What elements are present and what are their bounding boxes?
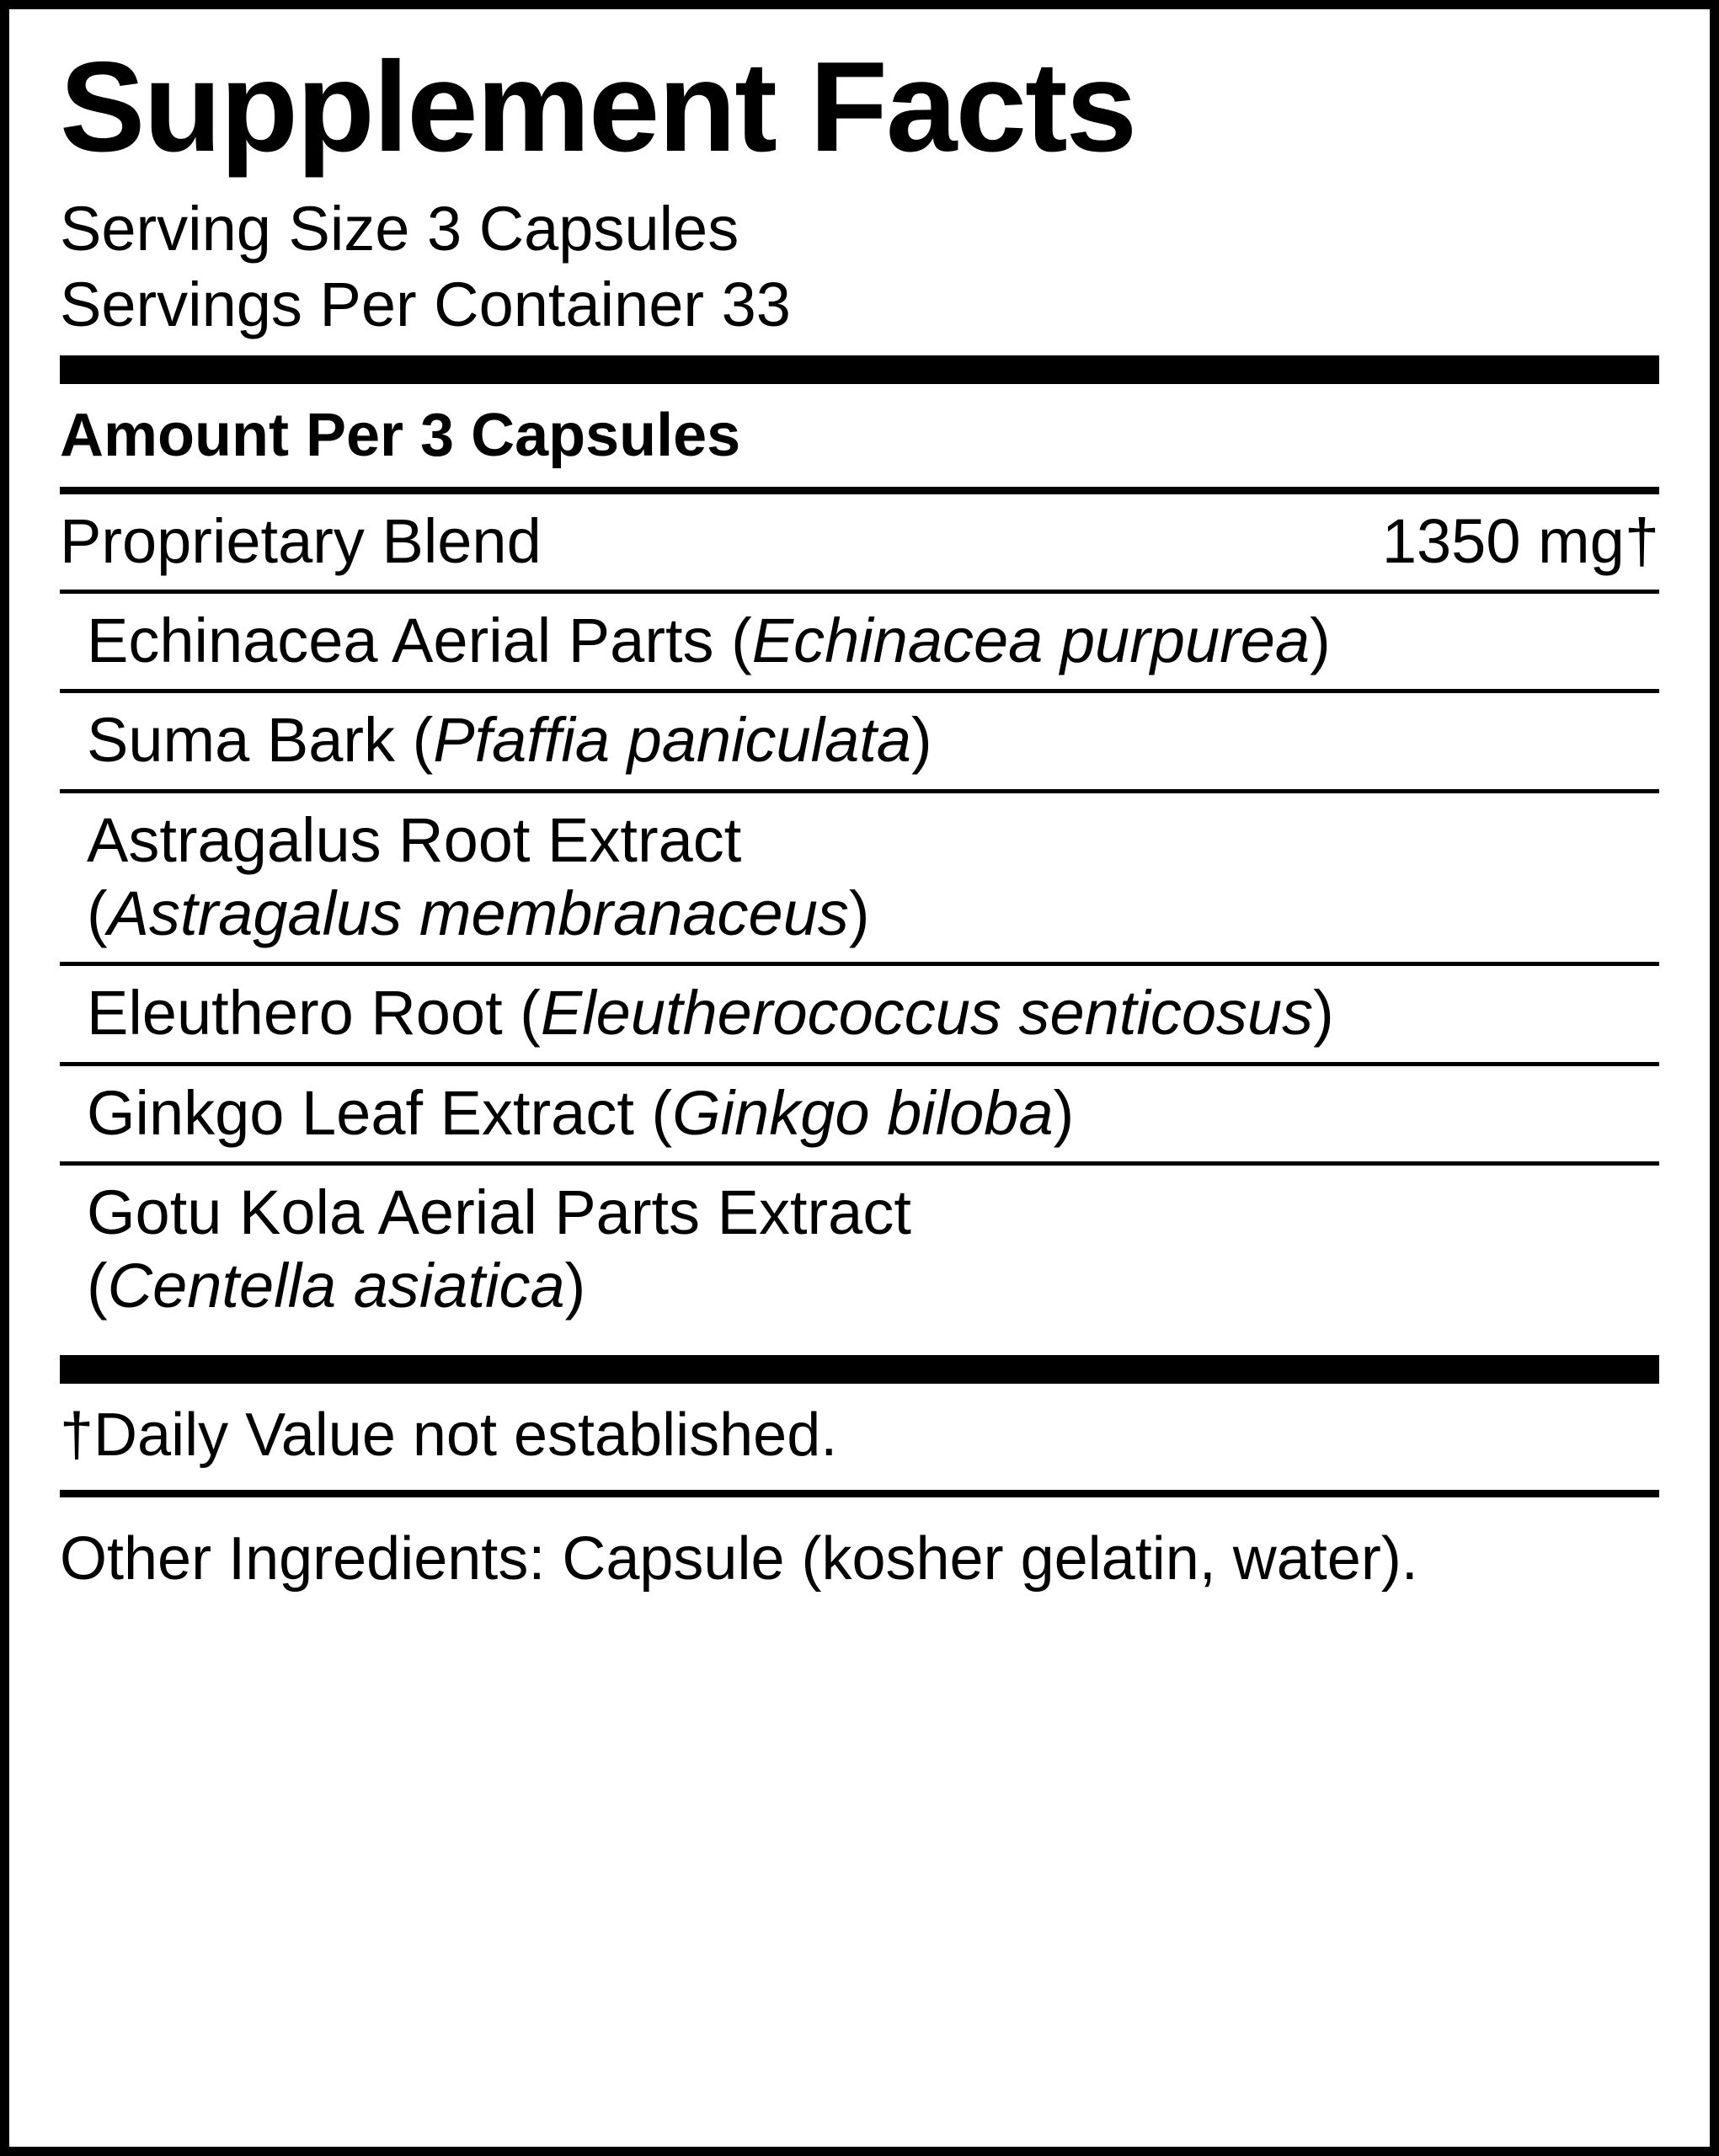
- table-row-ingredient: [48, 793, 1671, 963]
- ingredient-close-paren: ): [910, 705, 932, 776]
- ingredient-close-paren: ): [1310, 606, 1331, 675]
- divider-thick-bottom: [60, 1355, 1659, 1384]
- ingredient-scientific-name: Echinacea purpurea: [751, 606, 1311, 675]
- ingredient-open-paren: (: [87, 878, 108, 948]
- ingredient-common-name: Echinacea Aerial Parts (: [87, 606, 752, 675]
- ingredient-open-paren: (: [87, 1251, 108, 1321]
- ingredient-name: [87, 1176, 1659, 1323]
- serving-size: Serving Size 3 Capsules: [60, 194, 739, 264]
- page-title: Supplement Facts: [60, 35, 1136, 179]
- ingredient-common-name: Ginkgo Leaf Extract (: [87, 1077, 673, 1148]
- divider-medium: [60, 487, 1659, 494]
- ingredient-scientific-name: Centella asiatica: [107, 1251, 565, 1321]
- daily-value-footnote: †Daily Value not established.: [60, 1401, 838, 1469]
- ingredient-close-paren: ): [1053, 1077, 1075, 1148]
- other-ingredients: Other Ingredients: Capsule (kosher gelatin, water).: [60, 1524, 1418, 1593]
- ingredient-common-name: Gotu Kola Aerial Parts Extract: [87, 1177, 911, 1247]
- serving-info: [48, 191, 1671, 344]
- divider-thick-top: [60, 355, 1659, 384]
- ingredient-name: [87, 976, 1659, 1049]
- amount-per-serving-header: Amount Per 3 Capsules: [60, 401, 741, 469]
- blend-amount: 1350 mg†: [1381, 505, 1659, 576]
- ingredient-scientific-name: Pfaffia paniculata: [433, 705, 911, 776]
- ingredient-name: [87, 703, 1659, 776]
- ingredient-scientific-name: Ginkgo biloba: [672, 1077, 1054, 1148]
- ingredient-scientific-name: Astragalus membranaceus: [107, 878, 849, 948]
- ingredient-name: [87, 803, 1659, 951]
- table-row-ingredient: [48, 1066, 1671, 1161]
- servings-per-container: Servings Per Container 33: [60, 270, 791, 340]
- ingredient-close-paren: ): [1313, 978, 1334, 1049]
- ingredient-name: [87, 604, 1659, 677]
- table-row-proprietary-blend: [48, 494, 1671, 590]
- ingredient-close-paren: ): [564, 1251, 586, 1321]
- divider-medium-bottom: [60, 1490, 1659, 1497]
- ingredient-scientific-line: [87, 877, 1659, 950]
- ingredient-common-name: Suma Bark (: [87, 705, 434, 776]
- blend-name: Proprietary Blend: [60, 505, 542, 576]
- ingredient-common-name: Eleuthero Root (: [87, 978, 541, 1049]
- table-row-ingredient: [48, 966, 1671, 1061]
- ingredient-common-name: Astragalus Root Extract: [87, 804, 742, 875]
- ingredient-scientific-line: [87, 1249, 1659, 1322]
- table-row-ingredient: [48, 594, 1671, 689]
- ingredient-close-paren: ): [848, 878, 870, 948]
- table-row-ingredient: [48, 1166, 1671, 1335]
- ingredient-scientific-name: Eleutherococcus senticosus: [540, 978, 1314, 1049]
- ingredient-name: [87, 1076, 1659, 1150]
- table-row-ingredient: [48, 693, 1671, 788]
